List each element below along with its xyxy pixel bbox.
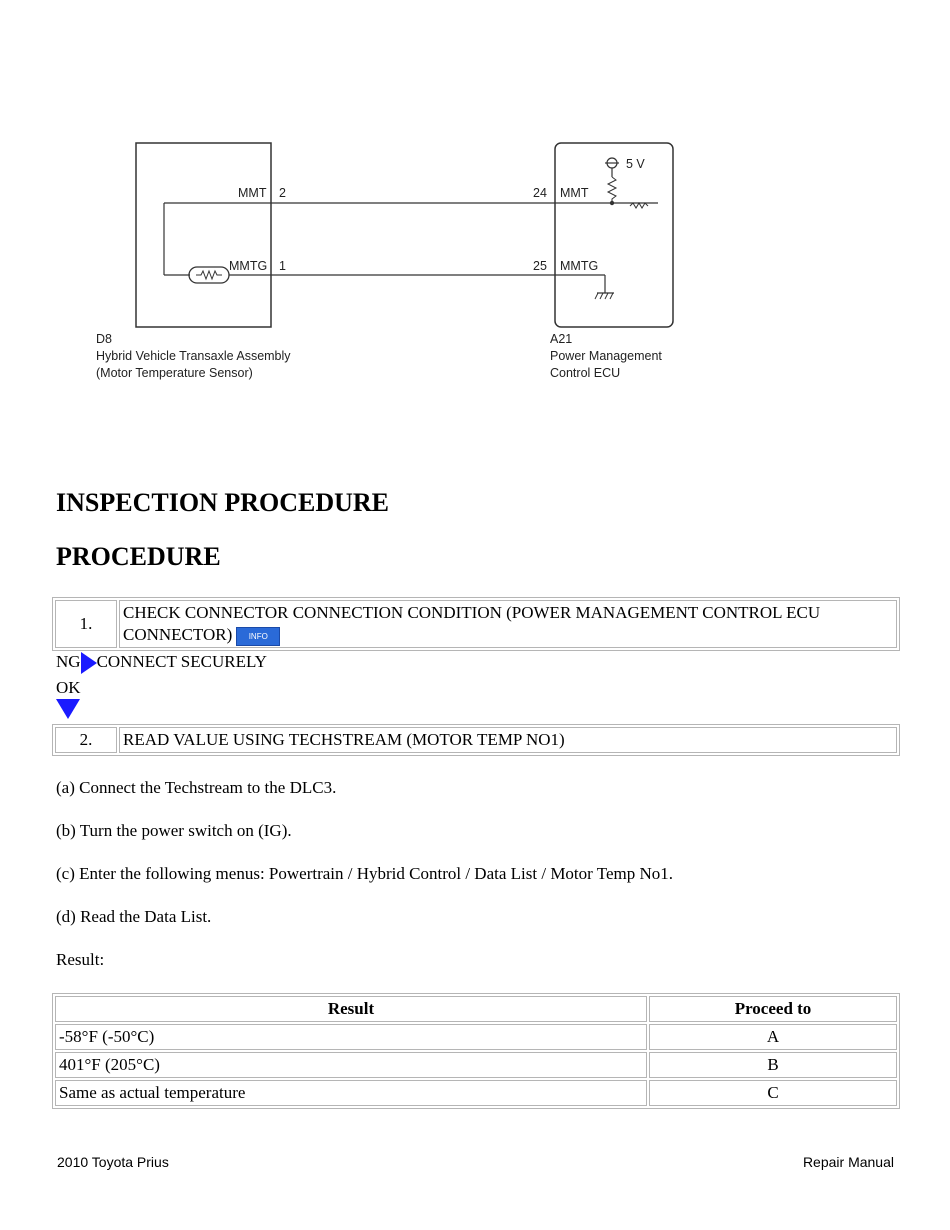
right-pin-mmtg-num: 25 <box>533 259 547 273</box>
proceed-cell: C <box>649 1080 897 1106</box>
proceed-cell: A <box>649 1024 897 1050</box>
table-row <box>55 1052 897 1078</box>
footer-right: Repair Manual <box>802 1154 894 1170</box>
step-2-number: 2. <box>55 727 117 753</box>
result-cell: -58°F (-50°C) <box>55 1024 647 1050</box>
header-result: Result <box>55 996 647 1022</box>
left-pin-mmt-label: MMT <box>238 186 267 200</box>
thermistor-zigzag <box>196 271 222 279</box>
table-row <box>55 1024 897 1050</box>
ng-action: CONNECT SECURELY <box>96 652 267 671</box>
ok-label: OK <box>56 678 81 697</box>
input-resistor-icon <box>630 203 648 208</box>
step-2-box <box>52 724 900 756</box>
a21-name2: Control ECU <box>550 366 621 380</box>
right-pin-mmt-num: 24 <box>533 186 547 200</box>
procedure-heading: PROCEDURE <box>56 542 221 571</box>
junction-dot <box>610 201 614 205</box>
header-proceed: Proceed to <box>649 996 897 1022</box>
result-cell: 401°F (205°C) <box>55 1052 647 1078</box>
instruction-b: (b) Turn the power switch on (IG). <box>56 821 292 840</box>
step-1-box <box>52 597 900 651</box>
arrow-down-icon[interactable] <box>56 699 80 719</box>
left-pin-mmtg-label: MMTG <box>229 259 268 273</box>
proceed-cell: B <box>649 1052 897 1078</box>
step-1-title <box>119 600 897 648</box>
footer-left: 2010 Toyota Prius <box>57 1154 169 1170</box>
result-cell: Same as actual temperature <box>55 1080 647 1106</box>
a21-code: A21 <box>550 332 573 346</box>
a21-name: Power Management <box>550 349 662 363</box>
d8-sub: (Motor Temperature Sensor) <box>96 366 253 380</box>
arrow-right-icon[interactable] <box>81 652 97 674</box>
a21-ecu-box <box>555 143 673 327</box>
table-row <box>55 1080 897 1106</box>
result-table <box>52 993 900 1109</box>
supply-5v-label: 5 V <box>626 157 645 171</box>
ng-label: NG <box>56 652 81 671</box>
thermistor-icon <box>189 267 229 283</box>
inspection-heading: INSPECTION PROCEDURE <box>56 488 389 517</box>
step-1-number: 1. <box>55 600 117 648</box>
right-pin-mmt-label: MMT <box>560 186 589 200</box>
result-label: Result: <box>56 950 105 969</box>
wiring-diagram <box>90 135 690 385</box>
step-2-title: READ VALUE USING TECHSTREAM (MOTOR TEMP NO1) <box>119 727 897 753</box>
ng-row <box>56 652 267 674</box>
instruction-d: (d) Read the Data List. <box>56 907 212 926</box>
d8-code: D8 <box>96 332 112 346</box>
left-pin-mmt-num: 2 <box>279 186 286 200</box>
d8-name: Hybrid Vehicle Transaxle Assembly <box>96 349 291 363</box>
pullup-resistor-icon <box>608 177 616 203</box>
left-pin-mmtg-num: 1 <box>279 259 286 273</box>
info-button[interactable]: INFO <box>236 627 280 646</box>
table-header-row <box>55 996 897 1022</box>
right-pin-mmtg-label: MMTG <box>560 259 599 273</box>
d8-component-box <box>136 143 271 327</box>
instruction-c: (c) Enter the following menus: Powertrain / Hybrid Control / Data List / Motor Temp No1. <box>56 864 674 883</box>
step-1-text: CHECK CONNECTOR CONNECTION CONDITION (POWER MANAGEMENT CONTROL ECU CONNECTOR) <box>123 603 821 644</box>
instruction-a: (a) Connect the Techstream to the DLC3. <box>56 778 337 797</box>
